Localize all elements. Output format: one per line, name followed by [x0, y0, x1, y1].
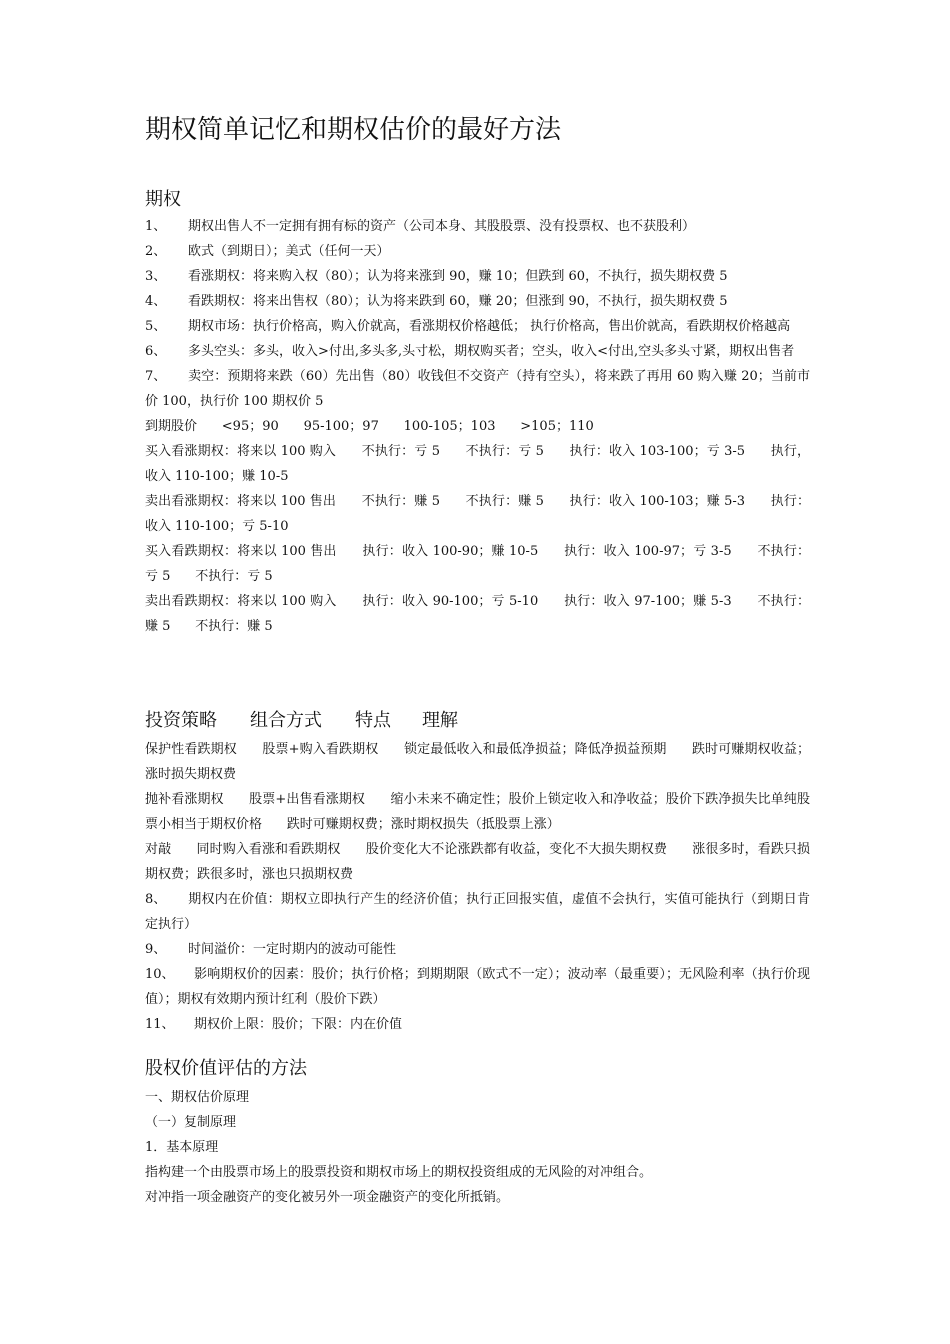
item-text: 期权内在价值：期权立即执行产生的经济价值；执行正回报实值，虚值不会执行，实值可能执行（到期日肯定执行）: [145, 892, 810, 932]
item-number: 1、: [145, 219, 167, 234]
item-number: 6、: [145, 344, 167, 359]
list-item: [145, 239, 810, 264]
list-item: [145, 962, 810, 1012]
item-number: 10、: [145, 967, 175, 982]
item-number: 7、: [145, 369, 167, 384]
list-item: [145, 264, 810, 289]
list-item: [145, 289, 810, 314]
strategy-row: 保护性看跌期权 股票+购入看跌期权 锁定最低收入和最低净损益；降低净损益预期 跌时可赚期权收益；涨时损失期权费: [145, 742, 810, 782]
item-text: 期权出售人不一定拥有拥有标的资产（公司本身、其股股票、没有投票权、也不获股利）: [188, 219, 696, 234]
section-strategy-body: [145, 737, 810, 1037]
item-text: 影响期权价的因素：股价；执行价格；到期期限（欧式不一定）；波动率（最重要）；无风险利率（执行价现值）；期权有效期内预计红利（股价下跌）: [145, 967, 810, 1007]
strategy-row: 对敲 同时购入看涨和看跌期权 股价变化大不论涨跌都有收益，变化不大损失期权费 涨很多时，看跌只损期权费；跌很多时，涨也只损期权费: [145, 842, 810, 882]
heading-col: 特点: [355, 710, 391, 731]
item-number: 9、: [145, 942, 167, 957]
item-text: 看涨期权：将来购入权（80）；认为将来涨到 90，赚 10；但跌到 60，不执行，损失期权费 5: [188, 269, 728, 284]
heading-col: 组合方式: [250, 710, 322, 731]
strategy-heading: [145, 708, 458, 734]
item-number: 11、: [145, 1017, 175, 1032]
list-item: [145, 314, 810, 339]
item-number: 8、: [145, 892, 167, 907]
payoff-row: 买入看涨期权：将来以 100 购入 不执行：亏 5 不执行：亏 5 执行：收入 103-100；亏 3-5 执行，收入 110-100；赚 10-5: [145, 444, 810, 484]
payoff-row: 卖出看涨期权：将来以 100 售出 不执行：赚 5 不执行：赚 5 执行：收入 100-103；赚 5-3 执行：收入 110-100；亏 5-10: [145, 494, 810, 534]
list-item: [145, 937, 810, 962]
section-heading-options: 期权: [145, 189, 181, 210]
item-number: 5、: [145, 319, 167, 334]
payoff-row: 买入看跌期权：将来以 100 售出 执行：收入 100-90；赚 10-5 执行：收入 100-97；亏 3-5 不执行：亏 5 不执行：亏 5: [145, 544, 810, 584]
text-line: 指构建一个由股票市场上的股票投资和期权市场上的期权投资组成的无风险的对冲组合。: [145, 1165, 653, 1180]
document-title: 期权简单记忆和期权估价的最好方法: [145, 115, 562, 145]
list-item: [145, 887, 810, 937]
item-text: 期权价上限：股价；下限：内在价值: [194, 1017, 403, 1032]
list-item: [145, 339, 810, 364]
heading-col: 投资策略: [145, 710, 217, 731]
item-text: 多头空头：多头，收入>付出,多头多,头寸松，期权购买者；空头，收入<付出,空头多头寸紧，期权出售者: [188, 344, 795, 359]
text-line: （一）复制原理: [145, 1115, 237, 1130]
item-text: 看跌期权：将来出售权（80）；认为将来跌到 60，赚 20；但涨到 90，不执行，损失期权费 5: [188, 294, 728, 309]
strategy-row: 抛补看涨期权 股票+出售看涨期权 缩小未来不确定性；股价上锁定收入和净收益；股价下跌净损失比单纯股票小相当于期权价格 跌时可赚期权费；涨时期权损失（抵股票上涨）: [145, 792, 810, 832]
list-item: [145, 364, 810, 414]
item-text: 时间溢价：一定时期内的波动可能性: [188, 942, 397, 957]
text-line: 对冲指一项金融资产的变化被另外一项金融资产的变化所抵销。: [145, 1190, 510, 1205]
section-heading-valuation: 股权价值评估的方法: [145, 1058, 307, 1079]
item-number: 2、: [145, 244, 167, 259]
payoff-row: 卖出看跌期权：将来以 100 购入 执行：收入 90-100；亏 5-10 执行：收入 97-100；赚 5-3 不执行：赚 5 不执行：赚 5: [145, 594, 810, 634]
item-text: 期权市场：执行价格高，购入价就高，看涨期权价格越低； 执行价格高，售出价就高，看跌期权价格越高: [188, 319, 791, 334]
item-number: 4、: [145, 294, 167, 309]
section-valuation-body: [145, 1085, 810, 1210]
list-item: [145, 1012, 810, 1037]
text-line: 一、期权估价原理: [145, 1090, 250, 1105]
payoff-row: 到期股价 <95；90 95-100；97 100-105；103 >105；110: [145, 419, 594, 434]
item-number: 3、: [145, 269, 167, 284]
item-text: 卖空：预期将来跌（60）先出售（80）收钱但不交资产（持有空头），将来跌了再用 60 购入赚 20；当前市价 100，执行价 100 期权价 5: [145, 369, 810, 409]
text-line: 1．基本原理: [145, 1140, 219, 1155]
heading-col: 理解: [422, 710, 458, 731]
section-options-body: [145, 214, 810, 639]
list-item: [145, 214, 810, 239]
item-text: 欧式（到期日）；美式（任何一天）: [188, 244, 390, 259]
